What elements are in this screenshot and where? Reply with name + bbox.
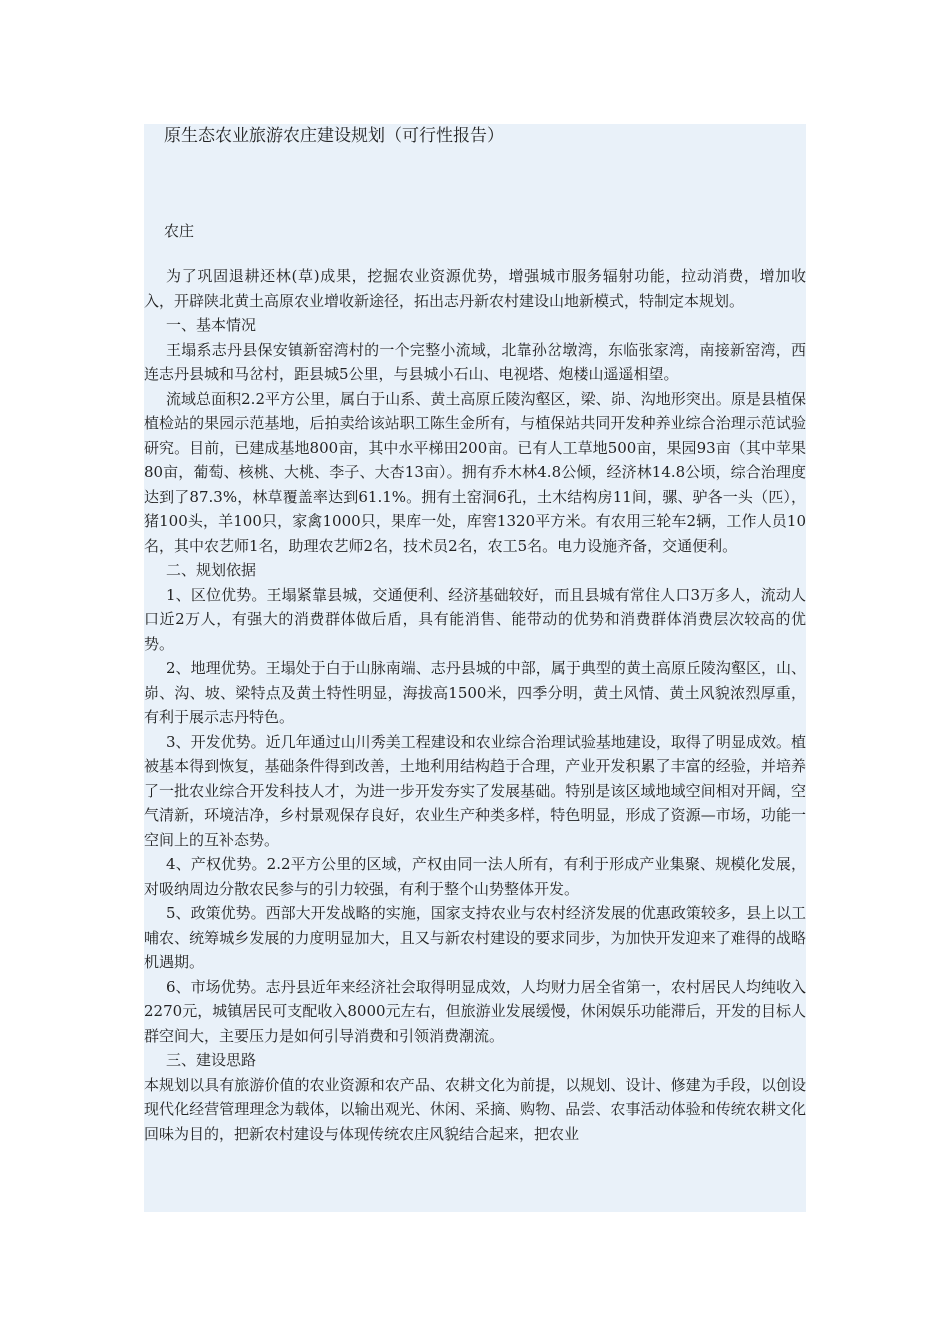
paragraph: 2、地理优势。王塌处于白于山脉南端、志丹县城的中部，属于典型的黄土高原丘陵沟壑区，山、峁、沟、坡、梁特点及黄土特性明显，海拔高1500米，四季分明，黄土风情、黄土风貌浓烈厚重，有利于展示志丹特色。 <box>144 659 806 726</box>
paragraph: 4、产权优势。2.2平方公里的区域，产权由同一法人所有，有利于形成产业集聚、规模化发展，对吸纳周边分散农民参与的引力较强，有利于整个山势整体开发。 <box>144 855 806 898</box>
document-title: 原生态农业旅游农庄建设规划（可行性报告） <box>164 126 504 146</box>
section-heading: 一、基本情况 <box>166 316 257 334</box>
document-body <box>144 264 806 1146</box>
paragraph: 5、政策优势。西部大开发战略的实施，国家支持农业与农村经济发展的优惠政策较多，县上以工哺农、统筹城乡发展的力度明显加大，且又与新农村建设的要求同步，为加快开发迎来了难得的战略机遇期。 <box>144 904 806 971</box>
paragraph: 本规划以具有旅游价值的农业资源和农产品、农耕文化为前提，以规划、设计、修建为手段，以创设现代化经营管理理念为载体，以输出观光、休闲、采摘、购物、品尝、农事活动体验和传统农耕文化回味为目的，把新农村建设与体现传统农庄风貌结合起来，把农业 <box>144 1075 806 1143</box>
document-subtitle: 农庄 <box>164 222 195 240</box>
paragraph: 为了巩固退耕还林(草)成果，挖掘农业资源优势，增强城市服务辐射功能，拉动消费，增加收入，开辟陕北黄土高原农业增收新途径，拓出志丹新农村建设山地新模式，特制定本规划。 <box>144 267 806 310</box>
document-page <box>144 124 806 1212</box>
section-heading: 二、规划依据 <box>166 561 257 579</box>
paragraph: 1、区位优势。王塌紧靠县城，交通便利、经济基础较好，而且县城有常住人口3万多人，流动人口近2万人，有强大的消费群体做后盾，具有能消售、能带动的优势和消费群体消费层次较高的优势。 <box>144 585 806 653</box>
paragraph: 3、开发优势。近几年通过山川秀美工程建设和农业综合治理试验基地建设，取得了明显成效。植被基本得到恢复，基础条件得到改善，土地利用结构趋于合理，产业开发积累了丰富的经验，并培养了一批农业综合开发科技人才，为进一步开发夯实了发展基础。特别是该区域地域空间相对开阔，空气清新，环境洁净，乡村景观保存良好，农业生产种类多样，特色明显，形成了资源—市场，功能一空间上的互补态势。 <box>144 732 806 849</box>
section-heading: 三、建设思路 <box>166 1051 257 1069</box>
paragraph: 王塌系志丹县保安镇新窑湾村的一个完整小流域，北靠孙岔墩湾，东临张家湾，南接新窑湾，西连志丹县城和马岔村，距县城5公里，与县城小石山、电视塔、炮楼山遥遥相望。 <box>144 340 806 383</box>
paragraph: 流域总面积2.2平方公里，属白于山系、黄土高原丘陵沟壑区，梁、峁、沟地形突出。原是县植保植检站的果园示范基地，后拍卖给该站职工陈生金所有，与植保站共同开发种养业综合治理示范试验研究。目前，已建成基地800亩，其中水平梯田200亩。已有人工草地500亩，果园93亩（其中苹果80亩，葡萄、核桃、大桃、李子、大杏13亩）。拥有乔木林4.8公倾，经济林14.8公顷，综合治理度达到了87.3%，林草覆盖率达到61.1%。拥有土窑洞6孔，土木结构房11间，骡、驴各一头（匹），猪100头，羊100只，家禽1000只，果库一处，库窖1320平方米。有农用三轮车2辆，工作人员10名，其中农艺师1名，助理农艺师2名，技术员2名，农工5名。电力设施齐备，交通便利。 <box>144 389 806 555</box>
paragraph: 6、市场优势。志丹县近年来经济社会取得明显成效，人均财力居全省第一，农村居民人均纯收入2270元，城镇居民可支配收入8000元左右，但旅游业发展缓慢，休闲娱乐功能滞后，开发的目标人群空间大，主要压力是如何引导消费和引领消费潮流。 <box>144 977 806 1045</box>
